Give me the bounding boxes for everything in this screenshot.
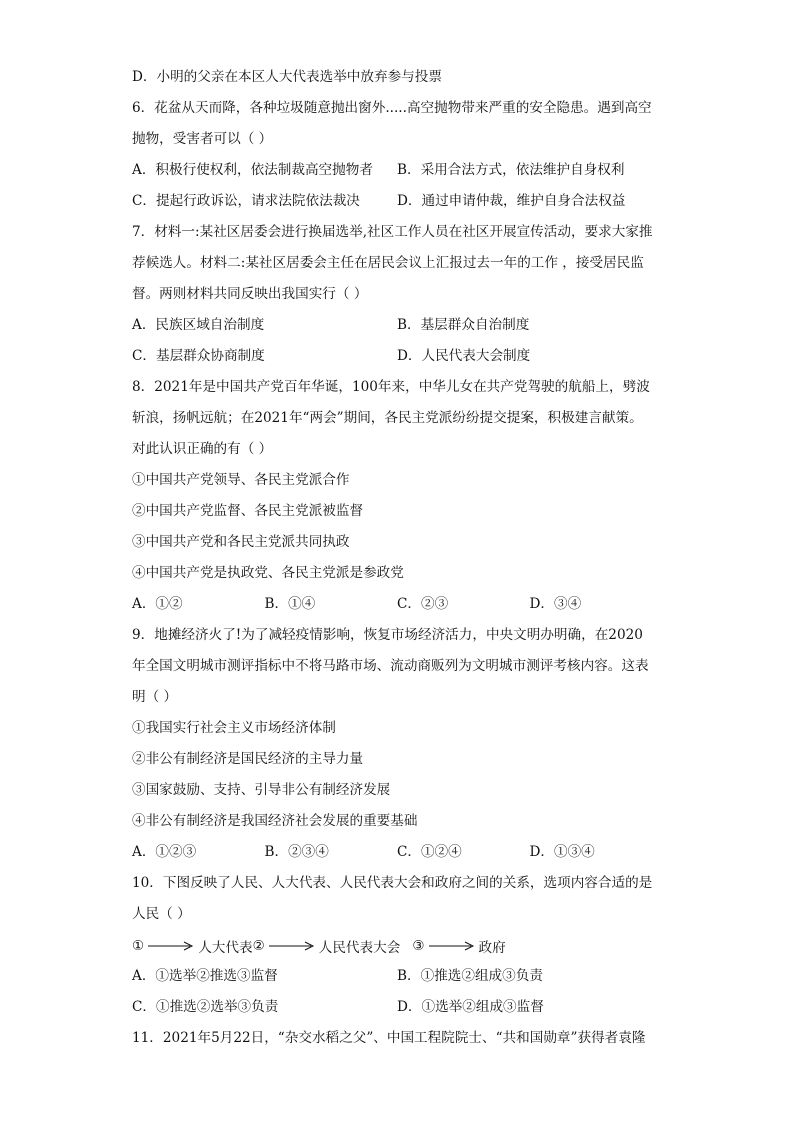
q10-options-row-1 [132, 961, 662, 992]
diagram-marker-1: ① [132, 937, 145, 954]
q10-option-b: B．①推选②组成③负责 [397, 968, 543, 984]
q9-statement-3: ③国家鼓励、支持、引导非公有制经济发展 [132, 782, 391, 798]
question-11 [132, 1023, 662, 1054]
q9-stem-line-1: 9．地摊经济火了!为了减轻疫情影响，恢复市场经济活力，中央文明办明确，在2020 [132, 627, 643, 643]
q8-option-c: C．②③ [397, 596, 449, 612]
q6-option-a: A．积极行使权利，依法制裁高空抛物者 [132, 162, 373, 178]
q8-statement-2: ②中国共产党监督、各民主党派被监督 [132, 503, 364, 519]
diagram-marker-2: ② [252, 937, 265, 954]
q9-option-d: D．①③④ [529, 844, 595, 860]
q8-option-d: D．③④ [529, 596, 582, 612]
q7-option-a: A．民族区域自治制度 [132, 317, 265, 333]
q6-option-b: B．采用合法方式，依法维护自身权利 [397, 162, 625, 178]
q9-statement-2: ②非公有制经济是国民经济的主导力量 [132, 751, 364, 767]
q8-statement-3: ③中国共产党和各民主党派共同执政 [132, 534, 350, 550]
arrow-right-icon [148, 940, 194, 952]
q8-stem-line-2: 斩浪，扬帆远航；在2021年“两会”期间，各民主党派纷纷提交提案，积极建言献策。 [132, 410, 643, 426]
diagram-node-congress: 人民代表大会 [318, 939, 401, 956]
question-10 [132, 868, 662, 1023]
q9-statement-4: ④非公有制经济是我国经济社会发展的重要基础 [132, 813, 418, 829]
q7-options-row-2 [132, 341, 662, 372]
q8-option-a: A．①② [132, 596, 183, 612]
q10-options-row-2 [132, 992, 662, 1023]
question-7 [132, 217, 662, 372]
q10-relation-diagram [132, 930, 662, 961]
q10-option-c: C．①推选②选举③负责 [132, 999, 279, 1015]
q9-statement-1: ①我国实行社会主义市场经济体制 [132, 720, 336, 736]
q8-option-b: B．①④ [264, 596, 316, 612]
question-6 [132, 93, 662, 217]
q8-options-row [132, 589, 662, 620]
q7-stem-line-2: 荐候选人。材料二:某社区居委会主任在居民会议上汇报过去一年的工作 ，接受居民监 [132, 255, 644, 271]
q6-option-d: D．通过申请仲裁，维护自身合法权益 [397, 193, 626, 209]
q7-stem-line-3: 督。两则材料共同反映出我国实行（ ） [132, 286, 368, 302]
q6-stem-line-2: 抛物，受害者可以（ ） [132, 131, 273, 147]
q7-stem-line-1: 7．材料一:某社区居委会进行换届选举,社区工作人员在社区开展宣传活动，要求大家推 [132, 224, 653, 240]
q10-stem-line-1: 10．下图反映了人民、人大代表、人民代表大会和政府之间的关系，选项内容合适的是 [132, 875, 653, 891]
q6-stem-line-1: 6．花盆从天而降，各种垃圾随意抛出窗外.....高空抛物带来严重的安全隐患。遇到高空 [132, 100, 652, 116]
q6-options-row-2 [132, 186, 662, 217]
q11-stem-line-1: 11．2021年5月22日，“杂交水稻之父”、中国工程院院士、“共和国勋章”获得者袁隆 [132, 1030, 646, 1046]
diagram-node-government: 政府 [478, 939, 506, 956]
q9-options-row [132, 837, 662, 868]
question-8 [132, 372, 662, 620]
q8-statement-4: ④中国共产党是执政党、各民主党派是参政党 [132, 565, 404, 581]
q7-option-c: C．基层群众协商制度 [132, 348, 265, 364]
q9-option-a: A．①②③ [132, 844, 197, 860]
q8-stem-line-3: 对此认识正确的有（ ） [132, 441, 273, 457]
q8-statement-1: ①中国共产党领导、各民主党派合作 [132, 472, 350, 488]
q10-option-a: A．①选举②推选③监督 [132, 968, 278, 984]
q10-option-d: D．①选举②组成③监督 [397, 999, 544, 1015]
q7-option-d: D．人民代表大会制度 [397, 348, 531, 364]
q9-stem-line-2: 年全国文明城市测评指标中不将马路市场、流动商贩列为文明城市测评考核内容。这表 [132, 658, 649, 674]
question-9 [132, 620, 662, 868]
q7-option-b: B．基层群众自治制度 [397, 317, 530, 333]
exam-page [132, 62, 662, 1054]
q8-stem-line-1: 8．2021年是中国共产党百年华诞，100年来，中华儿女在共产党驾驶的航船上，劈波 [132, 379, 650, 395]
diagram-marker-3: ③ [412, 937, 425, 954]
arrow-right-icon [429, 940, 475, 952]
arrow-right-icon [269, 940, 315, 952]
q9-option-c: C．①②④ [397, 844, 462, 860]
q9-option-b: B．②③④ [264, 844, 329, 860]
q6-option-c: C．提起行政诉讼，请求法院依法裁决 [132, 193, 360, 209]
diagram-node-deputies: 人大代表 [198, 939, 253, 956]
q10-stem-line-2: 人民（ ） [132, 906, 191, 922]
q5-option-d: D．小明的父亲在本区人大代表选举中放弃参与投票 [132, 69, 442, 85]
q6-options-row-1 [132, 155, 662, 186]
q9-stem-line-3: 明（ ） [132, 689, 178, 705]
q7-options-row-1 [132, 310, 662, 341]
